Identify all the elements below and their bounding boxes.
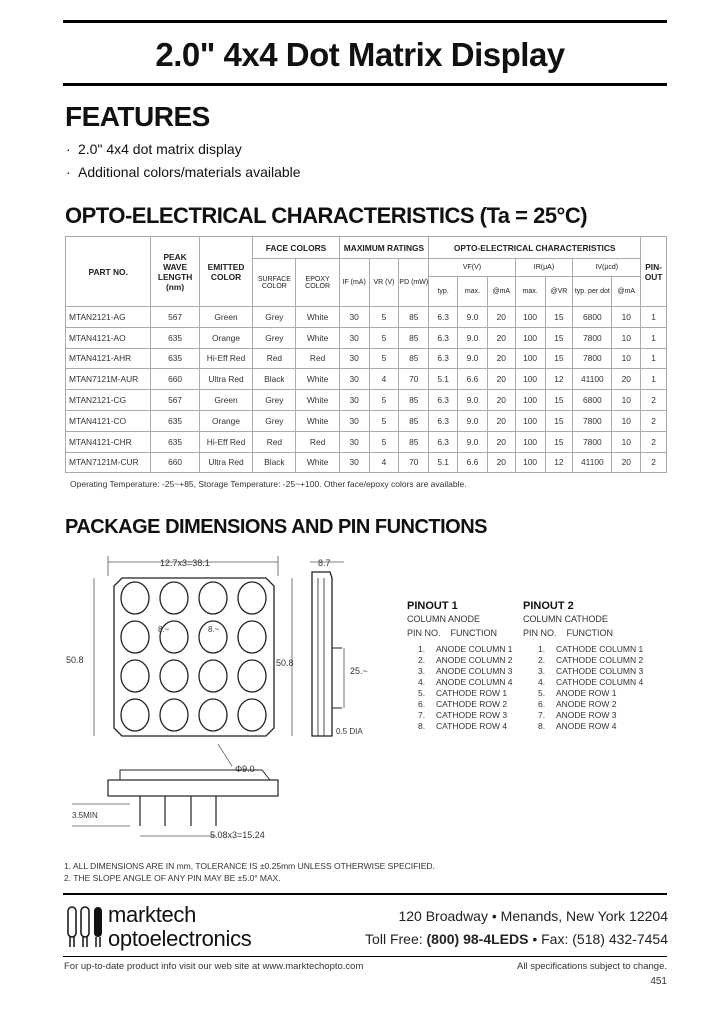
pin-number: 4. [538,677,546,687]
led-dot [199,582,227,614]
table-cell: MTAN4121-AHR [66,348,151,369]
note-1: 1. ALL DIMENSIONS ARE IN mm, TOLERANCE IS ±0.25mm UNLESS OTHERWISE SPECIFIED. [64,861,435,871]
dim-height-right: 50.8 [276,658,294,668]
table-cell: Red [253,431,296,452]
table-cell: 1 [641,369,667,390]
table-cell: MTAN2121-CG [66,390,151,411]
pin-row [418,666,513,677]
pin-row [418,655,513,666]
table-cell: 30 [339,327,369,348]
table-cell: 4 [369,369,399,390]
table-cell: 30 [339,410,369,431]
table-row [66,390,667,411]
table-cell: 1 [641,348,667,369]
table-cell: 100 [515,431,545,452]
package-drawing [60,548,400,848]
pin-row [418,699,513,710]
table-cell: 85 [399,307,429,328]
table-cell: 6.6 [458,452,488,473]
table-cell: 30 [339,369,369,390]
table-cell: Red [296,348,339,369]
table-cell: White [296,327,339,348]
pin-number: 1. [418,644,426,654]
pinout2-col-header: PIN NO. FUNCTION [523,628,613,638]
table-cell: 6.3 [429,410,458,431]
table-cell: Grey [253,410,296,431]
th-if: IF (mA) [339,259,369,307]
pin-number: 7. [418,710,426,720]
th-emitted: EMITTED COLOR [199,237,253,307]
pinout2-subtitle: COLUMN CATHODE [523,614,608,624]
led-dot [160,699,188,731]
table-cell: 635 [151,327,199,348]
dim-inner-pitch: 8.~ [158,625,170,634]
table-cell: 15 [545,327,573,348]
table-cell: MTAN7121M-CUR [66,452,151,473]
table-cell: 2 [641,452,667,473]
pin-row [538,677,643,688]
pin-row [418,644,513,655]
table-cell: 5 [369,307,399,328]
table-cell: 20 [487,369,515,390]
table-cell: 15 [545,410,573,431]
table-cell: 6800 [573,307,612,328]
table-cell: 567 [151,390,199,411]
feature-item: · Additional colors/materials available [66,161,301,184]
pin-number: 8. [418,721,426,731]
table-cell: White [296,369,339,390]
package-heading: PACKAGE DIMENSIONS AND PIN FUNCTIONS [65,516,488,538]
pin-function: CATHODE COLUMN 2 [556,655,644,665]
pin-row [418,688,513,699]
table-cell: 85 [399,327,429,348]
th-max-ratings: MAXIMUM RATINGS [339,237,429,259]
table-cell: 5 [369,410,399,431]
table-cell: 5 [369,390,399,411]
table-cell: 20 [487,410,515,431]
pin-row [538,666,643,677]
led-dot [238,621,266,653]
table-cell: Grey [253,307,296,328]
features-list [66,138,301,184]
pin-function: CATHODE COLUMN 4 [556,677,644,687]
operating-note: Operating Temperature: -25~+85, Storage Temperature: -25~+100. Other face/epoxy colors are available. [70,479,467,489]
phone-number: (800) 98-4LEDS [426,931,529,947]
pinout1-col-header: PIN NO. FUNCTION [407,628,497,638]
table-cell: Black [253,369,296,390]
table-row [66,348,667,369]
address: 120 Broadway • Menands, New York 12204 [398,908,668,924]
pin-number: 5. [538,688,546,698]
table-cell: Red [253,348,296,369]
pin-row [538,644,643,655]
led-dot [121,621,149,653]
th-typ: typ. [429,277,458,307]
table-cell: 1 [641,307,667,328]
pin-number: 2. [418,655,426,665]
pin-row [538,699,643,710]
led-dot [238,582,266,614]
table-cell: Grey [253,390,296,411]
table-cell: 6.3 [429,431,458,452]
led-dot [160,582,188,614]
bottom-rule [63,956,667,957]
pin-function: ANODE COLUMN 2 [436,655,513,665]
led-dot [238,660,266,692]
table-cell: 9.0 [458,390,488,411]
pin-function: ANODE COLUMN 4 [436,677,513,687]
pin-function: ANODE ROW 3 [556,710,617,720]
table-cell: 100 [515,390,545,411]
pin-number: 3. [418,666,426,676]
table-cell: 41100 [573,452,612,473]
table-cell: 85 [399,390,429,411]
led-dot [199,660,227,692]
pin-function: CATHODE ROW 1 [436,688,508,698]
spec-note: All specifications subject to change. [517,961,667,972]
table-cell: 12 [545,369,573,390]
logo-line2: optoelectronics [108,926,252,951]
table-cell: Ultra Red [199,452,253,473]
footer-rule [63,893,667,895]
pin-number: 6. [538,699,546,709]
table-cell: 10 [612,431,641,452]
table-cell: 6.6 [458,369,488,390]
pin-row [538,710,643,721]
table-cell: White [296,390,339,411]
pin-number: 4. [418,677,426,687]
pin-function: ANODE ROW 2 [556,699,617,709]
pin-function: ANODE COLUMN 1 [436,644,513,654]
th-vf: VF(V) [429,259,515,277]
table-row [66,327,667,348]
table-cell: 635 [151,431,199,452]
table-cell: 12 [545,452,573,473]
web-note: For up-to-date product info visit our web site at www.marktechopto.com [64,961,364,972]
pin-number: 2. [538,655,546,665]
table-cell: White [296,410,339,431]
table-cell: 20 [487,390,515,411]
table-cell: 15 [545,307,573,328]
pin-function: CATHODE ROW 4 [436,721,508,731]
table-cell: 7800 [573,327,612,348]
table-row [66,431,667,452]
table-cell: 9.0 [458,431,488,452]
table-cell: 70 [399,452,429,473]
table-cell: 20 [612,369,641,390]
page-number: 451 [650,976,667,987]
table-cell: 85 [399,431,429,452]
table-cell: 15 [545,348,573,369]
table-cell: 100 [515,452,545,473]
table-cell: 10 [612,327,641,348]
table-cell: Orange [199,410,253,431]
table-cell: 6.3 [429,348,458,369]
th-at-ma2: @mA [612,277,641,307]
pin-number: 3. [538,666,546,676]
pin-function: ANODE COLUMN 3 [436,666,513,676]
th-part-no: PART NO. [66,237,151,307]
contact-line [365,931,668,947]
led-dot [199,699,227,731]
table-cell: 635 [151,348,199,369]
table-cell: 6.3 [429,327,458,348]
fax: • Fax: (518) 432-7454 [532,931,668,947]
table-cell: 2 [641,431,667,452]
table-cell: 9.0 [458,348,488,369]
th-face-colors: FACE COLORS [253,237,339,259]
led-dot [238,699,266,731]
pinout1-subtitle: COLUMN ANODE [407,614,481,624]
table-cell: MTAN2121-AG [66,307,151,328]
led-dot [121,660,149,692]
pin-number: 8. [538,721,546,731]
th-pd: PD (mW) [399,259,429,307]
table-cell: 6.3 [429,307,458,328]
phone-label: Toll Free: [365,931,423,947]
marktech-logo-icon [66,903,106,947]
pin-function: CATHODE ROW 2 [436,699,508,709]
table-cell: 9.0 [458,410,488,431]
table-cell: 5.1 [429,452,458,473]
pin-function: CATHODE ROW 3 [436,710,508,720]
th-iv: IV(μcd) [573,259,641,277]
table-cell: Green [199,307,253,328]
table-cell: White [296,307,339,328]
title-rule [63,83,667,86]
table-cell: 100 [515,348,545,369]
dim-top-width: 12.7x3=38.1 [160,558,210,568]
th-pinout: PIN-OUT [641,237,667,307]
pin-row [538,688,643,699]
pin-number: 1. [538,644,546,654]
table-cell: 20 [487,348,515,369]
table-cell: 20 [487,327,515,348]
table-cell: 15 [545,390,573,411]
pinout1-list [418,644,513,732]
table-cell: 6.3 [429,390,458,411]
dim-pin-dia: 0.5 DIA [336,727,363,736]
table-cell: 10 [612,348,641,369]
pin-row [418,710,513,721]
th-peak-wave: PEAK WAVE LENGTH (nm) [151,237,199,307]
table-cell: Green [199,390,253,411]
page-title: 2.0" 4x4 Dot Matrix Display [155,36,565,73]
pin-number: 5. [418,688,426,698]
dim-height-left: 50.8 [66,655,84,665]
table-cell: Grey [253,327,296,348]
table-cell: 30 [339,390,369,411]
th-typ-dot: typ. per dot [573,277,612,307]
th-max2: max. [515,277,545,307]
table-cell: 85 [399,348,429,369]
table-cell: 5 [369,431,399,452]
table-cell: 5 [369,348,399,369]
characteristics-table [65,236,667,473]
table-row [66,369,667,390]
table-cell: 635 [151,410,199,431]
table-cell: 5 [369,327,399,348]
pin-function: ANODE ROW 1 [556,688,617,698]
table-cell: 100 [515,327,545,348]
table-row [66,307,667,328]
note-2: 2. THE SLOPE ANGLE OF ANY PIN MAY BE ±5.0° MAX. [64,873,281,883]
table-cell: 100 [515,307,545,328]
table-cell: 20 [487,431,515,452]
table-cell: 5.1 [429,369,458,390]
table-cell: 2 [641,410,667,431]
pin-row [418,721,513,732]
table-cell: 567 [151,307,199,328]
table-cell: MTAN4121-CO [66,410,151,431]
table-cell: 30 [339,431,369,452]
table-cell: Orange [199,327,253,348]
logo-line1: marktech [108,902,197,927]
dim-side-width: 8.7 [318,558,331,568]
dim-pin-pitch: 5.08x3=15.24 [210,830,265,840]
table-cell: White [296,452,339,473]
th-epoxy: EPOXY COLOR [296,259,339,307]
table-cell: Ultra Red [199,369,253,390]
th-at-vr: @VR [545,277,573,307]
pin-number: 7. [538,710,546,720]
dim-inner-pitch2: 8.~ [208,625,220,634]
table-cell: 30 [339,307,369,328]
table-cell: 660 [151,452,199,473]
table-cell: 9.0 [458,327,488,348]
top-rule [63,20,667,23]
table-cell: 70 [399,369,429,390]
led-dot [160,660,188,692]
th-max: max. [458,277,488,307]
table-cell: 10 [612,307,641,328]
table-cell: 41100 [573,369,612,390]
table-cell: 10 [612,390,641,411]
pin-row [538,721,643,732]
dim-pin-len: 3.5MIN [72,811,98,820]
th-surface: SURFACE COLOR [253,259,296,307]
th-ir: IR(μA) [515,259,573,277]
pin-function: CATHODE COLUMN 1 [556,644,644,654]
feature-item: · 2.0" 4x4 dot matrix display [66,138,301,161]
table-cell: 9.0 [458,307,488,328]
table-row [66,410,667,431]
table-cell: 10 [612,410,641,431]
led-dot [121,582,149,614]
pinout2-list [538,644,643,732]
table-cell: Red [296,431,339,452]
pin-function: CATHODE COLUMN 3 [556,666,644,676]
table-cell: Hi-Eff Red [199,348,253,369]
table-cell: 100 [515,410,545,431]
table-cell: 20 [487,452,515,473]
table-cell: 660 [151,369,199,390]
table-cell: 15 [545,431,573,452]
table-row [66,452,667,473]
pinout2-title: PINOUT 2 [523,600,574,612]
table-cell: 6800 [573,390,612,411]
table-cell: 20 [612,452,641,473]
pinout1-title: PINOUT 1 [407,600,458,612]
th-at-ma: @mA [487,277,515,307]
table-cell: 100 [515,369,545,390]
table-cell: 2 [641,390,667,411]
table-cell: 7800 [573,431,612,452]
pin-function: ANODE ROW 4 [556,721,617,731]
pin-row [538,655,643,666]
pin-row [418,677,513,688]
led-dot [121,699,149,731]
table-cell: 4 [369,452,399,473]
table-cell: MTAN4121-CHR [66,431,151,452]
features-heading: FEATURES [65,101,210,132]
dim-side-height: 25.~ [350,666,368,676]
table-cell: 30 [339,452,369,473]
table-cell: 30 [339,348,369,369]
table-cell: MTAN7121M-AUR [66,369,151,390]
table-cell: 7800 [573,348,612,369]
th-oec: OPTO-ELECTRICAL CHARACTERISTICS [429,237,641,259]
table-cell: 7800 [573,410,612,431]
table-cell: Hi-Eff Red [199,431,253,452]
table-cell: MTAN4121-AO [66,327,151,348]
table-cell: 85 [399,410,429,431]
table-cell: 1 [641,327,667,348]
table-cell: 20 [487,307,515,328]
dim-dot-dia: Φ9.0 [235,764,255,774]
pin-number: 6. [418,699,426,709]
table-cell: Black [253,452,296,473]
th-vr: VR (V) [369,259,399,307]
opto-heading: OPTO-ELECTRICAL CHARACTERISTICS (Ta = 25°C) [65,203,588,228]
